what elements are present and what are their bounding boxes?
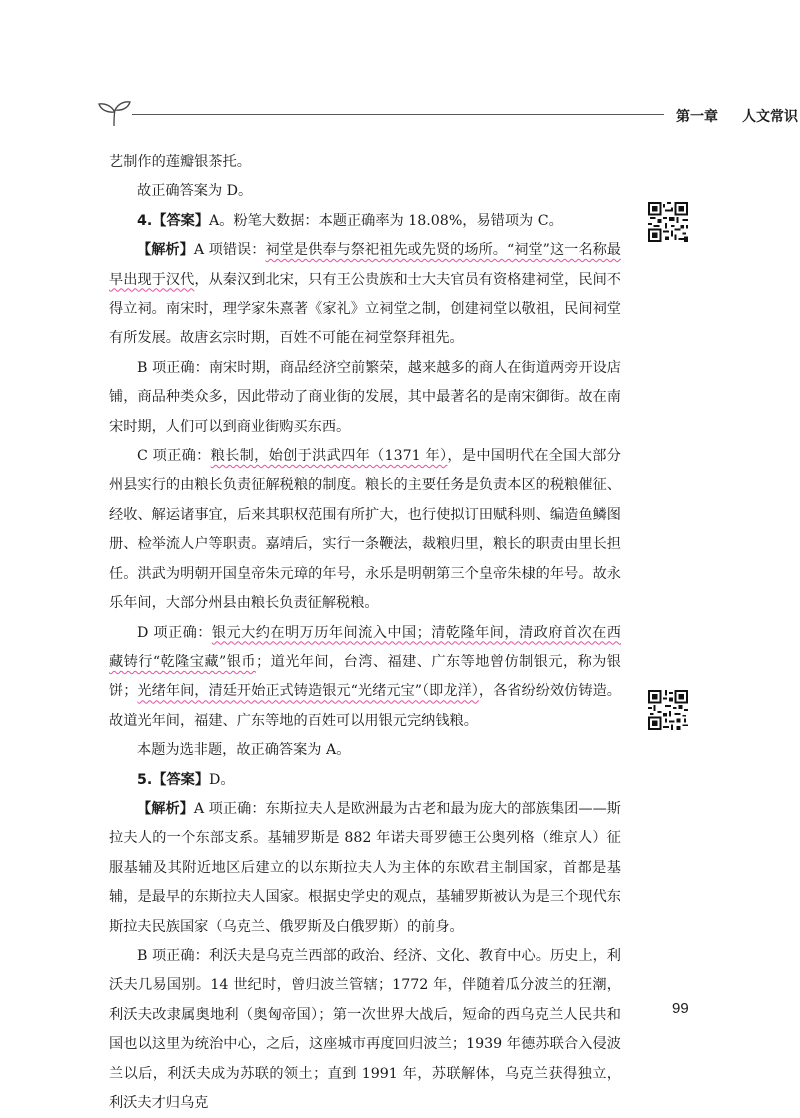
highlight: 银元大约在明万历年间流入中国；清乾隆年间，清政府首次在西藏铸行“乾隆宝藏”银币 [109, 624, 621, 670]
qr-code-icon[interactable] [648, 202, 688, 242]
running-header [96, 98, 798, 128]
analysis-4-d [109, 619, 621, 737]
answer-label: 5.【答案】 [137, 771, 210, 788]
answer-text: D。 [209, 771, 235, 788]
option-label: A 项错误： [193, 242, 266, 259]
analysis-label: 【解析】 [137, 800, 194, 817]
highlight: 粮长制，始创于洪武四年（1371 年） [210, 448, 448, 465]
answer-5 [109, 766, 621, 795]
analysis-5-a [109, 795, 621, 942]
analysis-text: A 项正确：东斯拉夫人是欧洲最为古老和最为庞大的部族集团——斯拉夫人的一个东部支系。基辅罗斯是 882 年诺夫哥罗德王公奥列格（维京人）征服基辅及其附近地区后建立的以东斯拉夫人为主体的东欧君主制国家，首都是基辅，是最早的东斯拉夫人国家。根据史学史的观点，基辅罗斯被认为是三个现代东斯拉夫民族国家（乌克兰、俄罗斯及白俄罗斯）的前身。 [109, 800, 621, 935]
analysis-text: ，是中国明代在全国大部分州县实行的由粮长负责征解税粮的制度。粮长的主要任务是负责本区的税粮催征、经收、解运诸事宜，后来其职权范围有所扩大，也行使拟订田赋科则、编造鱼鳞图册、检举流人户等职责。嘉靖后，实行一条鞭法，裁粮归里，粮长的职责由里长担任。洪武为明朝开国皇帝朱元璋的年号，永乐是明朝第三个皇帝朱棣的年号。故永乐年间，大部分州县由粮长负责征解税粮。 [109, 448, 621, 612]
analysis-4-b: B 项正确：南宋时期，商品经济空前繁荣，越来越多的商人在街道两旁开设店铺，商品种类众多，因此带动了商业街的发展，其中最著名的是南宋御街。故在南宋时期，人们可以到商业街购买东西。 [109, 359, 621, 435]
answer-4 [109, 207, 621, 236]
paragraph: 本题为选非题，故正确答案为 A。 [137, 742, 351, 759]
analysis-5-b: B 项正确：利沃夫是乌克兰西部的政治、经济、文化、教育中心。历史上，利沃夫几易国别。14 世纪时，曾归波兰管辖；1772 年，伴随着瓜分波兰的狂潮，利沃夫改隶属奥地利（奥匈帝国）；第一次世界大战后，短命的西乌克兰人民共和国也以这里为统治中心，之后，这座城市再度回归波兰；1939 年德苏联合入侵波兰以后，利沃夫成为苏联的领土；直到 1991 年，苏联解体，乌克兰获得独立，利沃夫才归乌克 [109, 947, 621, 1111]
chapter-heading [676, 106, 798, 126]
analysis-text: ，从秦汉到北宋，只有王公贵族和士大夫官员有资格建祠堂，民间不得立祠。南宋时，理学家朱熹著《家礼》立祠堂之制，创建祠堂以敬祖，民间祠堂有所发展。故唐玄宗时期，百姓不可能在祠堂祭拜祖先。 [109, 271, 621, 347]
chapter-title: 人文常识 [742, 109, 798, 125]
answer-label: 4.【答案】 [137, 212, 210, 229]
analysis-label: 【解析】 [137, 242, 194, 259]
answer-text: A。粉笔大数据：本题正确率为 18.08%，易错项为 C。 [209, 212, 563, 229]
paragraph: 故正确答案为 D。 [137, 183, 253, 200]
header-rule [132, 114, 664, 115]
paragraph: 艺制作的莲瓣银茶托。 [109, 154, 251, 170]
analysis-text: ；道光年间，台湾、福建、广东等地曾仿制银元，称为银饼； [109, 653, 621, 700]
option-label: D 项正确： [137, 624, 212, 641]
highlight: 祠堂是供奉与祭祀祖先或先贤的场所。“祠堂”这一名称最早出现于汉代 [109, 242, 621, 288]
highlight: 光绪年间，清廷开始正式铸造银元“光绪元宝”（即龙洋） [137, 683, 479, 700]
page-number: 99 [672, 1000, 689, 1017]
analysis-4-c [109, 442, 621, 618]
page-body [109, 148, 621, 1118]
option-label: C 项正确： [137, 448, 211, 465]
analysis-text: ，各省纷纷效仿铸造。故道光年间，福建、广东等地的百姓可以用银元完纳钱粮。 [109, 683, 621, 729]
sprout-icon [96, 98, 132, 128]
qr-code-icon[interactable] [648, 690, 688, 730]
chapter-number: 第一章 [676, 109, 718, 125]
analysis-4-a [109, 236, 621, 354]
